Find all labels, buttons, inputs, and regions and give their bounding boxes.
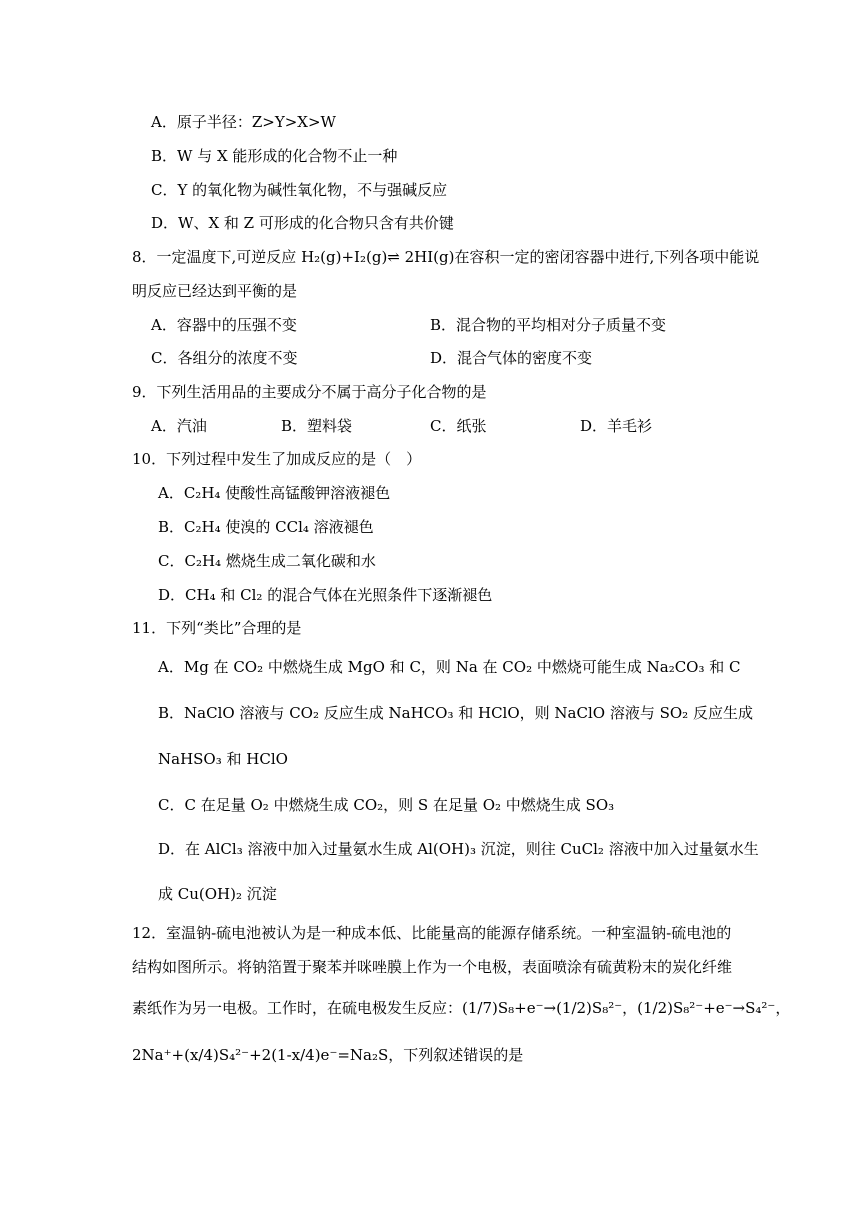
q7-option-a: A．原子半径：Z>Y>X>W: [151, 113, 336, 131]
q10-option-a: A．C₂H₄ 使酸性高锰酸钾溶液褪色: [158, 484, 391, 502]
q9-option-d: D．羊毛衫: [580, 417, 653, 435]
q9-stem: 9．下列生活用品的主要成分不属于高分子化合物的是: [132, 383, 487, 401]
q8-option-c: C．各组分的浓度不变: [151, 349, 298, 367]
q8-stem-line2: 明反应已经达到平衡的是: [132, 282, 298, 300]
q11-option-c: C．C 在足量 O₂ 中燃烧生成 CO₂，则 S 在足量 O₂ 中燃烧生成 SO₃: [158, 796, 615, 814]
q11-option-d-line2: 成 Cu(OH)₂ 沉淀: [158, 885, 277, 903]
q9-option-b: B．塑料袋: [281, 417, 353, 435]
q7-option-b: B．W 与 X 能形成的化合物不止一种: [151, 147, 398, 165]
q10-option-b: B．C₂H₄ 使溴的 CCl₄ 溶液褪色: [158, 518, 374, 536]
q11-option-a: A．Mg 在 CO₂ 中燃烧生成 MgO 和 C，则 Na 在 CO₂ 中燃烧可能生成 Na₂CO₃ 和 C: [158, 658, 741, 676]
q10-option-c: C．C₂H₄ 燃烧生成二氧化碳和水: [158, 552, 376, 570]
q9-option-c: C．纸张: [430, 417, 487, 435]
q8-stem-line1: 8．一定温度下,可逆反应 H₂(g)+I₂(g)⇌ 2HI(g)在容积一定的密闭容器中进行,下列各项中能说: [132, 248, 760, 266]
q7-option-c: C．Y 的氧化物为碱性氧化物，不与强碱反应: [151, 181, 448, 199]
q7-option-d: D．W、X 和 Z 可形成的化合物只含有共价键: [151, 214, 454, 232]
q12-stem-line2: 结构如图所示。将钠箔置于聚苯并咪唑膜上作为一个电极，表面喷涂有硫黄粉末的炭化纤维: [132, 958, 733, 976]
q9-option-a: A．汽油: [151, 417, 207, 435]
q10-option-d: D．CH₄ 和 Cl₂ 的混合气体在光照条件下逐渐褪色: [158, 586, 493, 604]
q12-stem-line1: 12．室温钠-硫电池被认为是一种成本低、比能量高的能源存储系统。一种室温钠-硫电池的: [132, 924, 732, 942]
q8-option-d: D．混合气体的密度不变: [430, 349, 593, 367]
q12-stem-line4: 2Na⁺+(x/4)S₄²⁻+2(1-x/4)e⁻=Na₂S，下列叙述错误的是: [132, 1046, 524, 1064]
q10-stem: 10．下列过程中发生了加成反应的是（ ）: [132, 450, 422, 468]
q11-option-d-line1: D．在 AlCl₃ 溶液中加入过量氨水生成 Al(OH)₃ 沉淀，则往 CuCl₂ 溶液中加入过量氨水生: [158, 840, 759, 858]
q11-option-b-line2: NaHSO₃ 和 HClO: [158, 750, 288, 768]
q11-option-b-line1: B．NaClO 溶液与 CO₂ 反应生成 NaHCO₃ 和 HClO，则 NaClO 溶液与 SO₂ 反应生成: [158, 704, 753, 722]
q11-stem: 11．下列“类比”合理的是: [132, 619, 302, 637]
q12-stem-line3: 素纸作为另一电极。工作时，在硫电极发生反应：(1/7)S₈+e⁻→(1/2)S₈²⁻，(1/2)S₈²⁻+e⁻→S₄²⁻，: [132, 999, 791, 1017]
q8-option-b: B．混合物的平均相对分子质量不变: [430, 316, 667, 334]
q8-option-a: A．容器中的压强不变: [151, 316, 297, 334]
